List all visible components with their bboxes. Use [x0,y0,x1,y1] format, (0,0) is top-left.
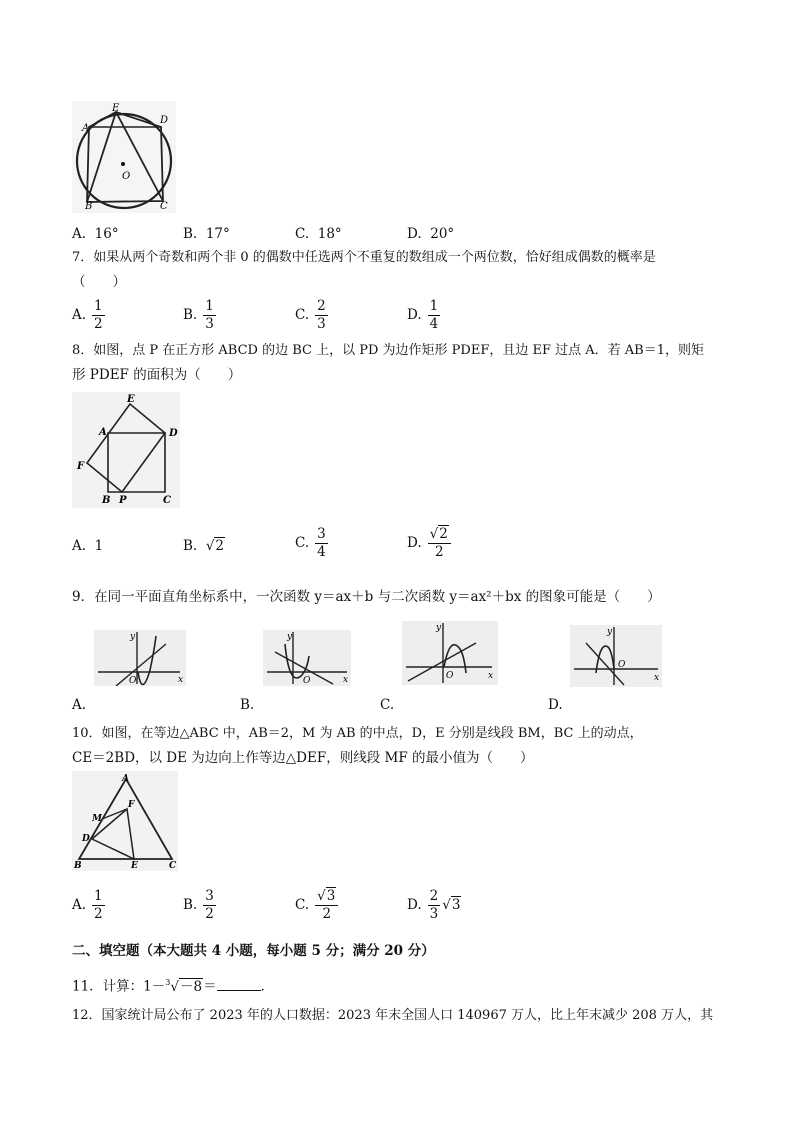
q9-option-d[interactable]: D. [548,697,563,713]
q6-circle-figure [72,101,176,213]
q9-graph-a-y-label: y [130,632,136,642]
q8-label-p: P [119,495,127,506]
q10-option-d-fraction: $\frac{2}{3}$ [429,888,439,922]
q8-label-e: E [127,394,135,405]
q9-graph-c [402,621,498,685]
q10-label-f: F [128,800,135,810]
q11-answer-blank[interactable] [217,977,261,991]
q9-question-line: 9．在同一平面直角坐标系中，一次函数 y＝ax＋b 与二次函数 y＝ax²＋bx 的图象可能是（ ） [72,589,661,605]
q8-question-line1: 8．如图，点 P 在正方形 ABCD 的边 BC 上，以 PD 为边作矩形 PDEF，且边 EF 过点 A．若 AB＝1，则矩 [72,343,704,358]
q6-label-b: B [85,201,93,212]
section-2-heading: 二、填空题（本大题共 4 小题，每小题 5 分；满分 20 分） [72,943,435,959]
q8-option-d[interactable]: D. $\frac{√2}{2}$ [407,526,451,561]
q8-option-b-radical: √2 [205,538,225,554]
q7-option-a[interactable]: A. $\frac{1}{2}$ [72,298,103,332]
q9-graph-a [94,630,186,686]
q9-graph-a-origin: O [129,676,137,686]
q8-question-line2: 形 PDEF 的面积为（ ） [72,367,242,383]
q10-label-b: B [74,861,82,871]
q9-graph-c-y-label: y [436,623,442,633]
q6-label-d: D [160,115,169,126]
q9-graph-d-x-label: x [654,673,660,683]
q9-graph-b-y-label: y [287,632,293,642]
q10-label-a: A [122,774,129,784]
q9-graph-d-origin: O [618,660,626,670]
q7-option-b-fraction: $\frac{1}{3}$ [205,298,214,332]
q6-option-d[interactable]: D. 20° [407,226,455,242]
q7-option-d[interactable]: D. $\frac{1}{4}$ [407,298,439,332]
q8-option-a[interactable]: A. 1 [72,538,104,554]
q9-option-b[interactable]: B. [240,697,255,713]
q8-label-f: F [77,461,85,472]
q9-option-c[interactable]: C. [380,697,395,713]
q9-graph-b-origin: O [303,676,311,686]
q6-option-b[interactable]: B. 17° [183,226,230,242]
q9-option-a[interactable]: A. [72,697,87,713]
q6-option-a[interactable]: A. 16° [72,226,119,242]
q9-graph-c-origin: O [446,671,454,681]
q10-option-a-fraction: $\frac{1}{2}$ [94,888,103,922]
q10-label-e: E [131,861,138,871]
q7-option-a-fraction: $\frac{1}{2}$ [94,298,103,332]
q12-question-line: 12．国家统计局公布了 2023 年的人口数据：2023 年末全国人口 140967 万人，比上年末减少 208 万人，其 [72,1008,714,1023]
q9-graph-b [263,630,351,686]
q8-option-c-fraction: $\frac{3}{4}$ [317,526,326,560]
q10-label-d: D [82,834,90,844]
q10-label-c: C [169,861,177,871]
q6-option-c[interactable]: C. 18° [295,226,342,242]
q7-question-line2: （ ） [72,274,126,290]
q8-option-c[interactable]: C. $\frac{3}{4}$ [295,526,326,560]
q8-rectangle-figure [72,392,180,508]
q8-option-b[interactable]: B. √2 [183,538,225,554]
q8-label-d: D [169,428,178,439]
q9-graph-b-x-label: x [343,675,349,685]
q8-label-a: A [99,427,107,438]
q6-label-a: A [82,123,90,134]
q9-graph-d-y-label: y [607,627,613,637]
q7-option-b[interactable]: B. $\frac{1}{3}$ [183,298,214,332]
q9-graph-a-x-label: x [178,675,184,685]
q8-label-b: B [102,495,111,506]
q10-label-m: M [92,814,102,824]
q7-question-line1: 7．如果从两个奇数和两个非 0 的偶数中任选两个不重复的数组成一个两位数，恰好组成偶数的概率是 [72,250,656,265]
q10-option-a[interactable]: A. $\frac{1}{2}$ [72,888,103,922]
q6-label-c: C [160,201,168,212]
q8-label-c: C [163,495,171,506]
q10-option-c-fraction: $\frac{√3}{2}$ [315,888,338,923]
q10-option-d[interactable]: D. $\frac{2}{3}$ √3 [407,888,461,922]
q9-graph-c-x-label: x [488,671,494,681]
q7-option-d-fraction: $\frac{1}{4}$ [429,298,439,332]
q9-graph-d [570,625,662,687]
q10-option-b[interactable]: B. $\frac{3}{2}$ [183,888,214,922]
q10-question-line1: 10．如图，在等边△ABC 中，AB＝2，M 为 AB 的中点，D，E 分别是线段 BM，BC 上的动点， [72,726,643,741]
q8-option-d-fraction: $\frac{√2}{2}$ [428,526,451,561]
q10-option-d-radical: √3 [442,897,461,913]
q7-option-c-fraction: $\frac{2}{3}$ [317,298,326,332]
q6-label-o: O [122,171,131,182]
q7-option-c[interactable]: C. $\frac{2}{3}$ [295,298,326,332]
q10-triangle-figure [72,771,178,871]
q10-option-c[interactable]: C. $\frac{√3}{2}$ [295,888,338,923]
q10-question-line2: CE＝2BD，以 DE 为边向上作等边△DEF，则线段 MF 的最小值为（ ） [72,750,534,766]
q10-option-b-fraction: $\frac{3}{2}$ [205,888,214,922]
q11-question: 11．计算：1－$^3$√－8＝ ． [72,978,275,995]
q6-label-e: E [112,103,120,114]
